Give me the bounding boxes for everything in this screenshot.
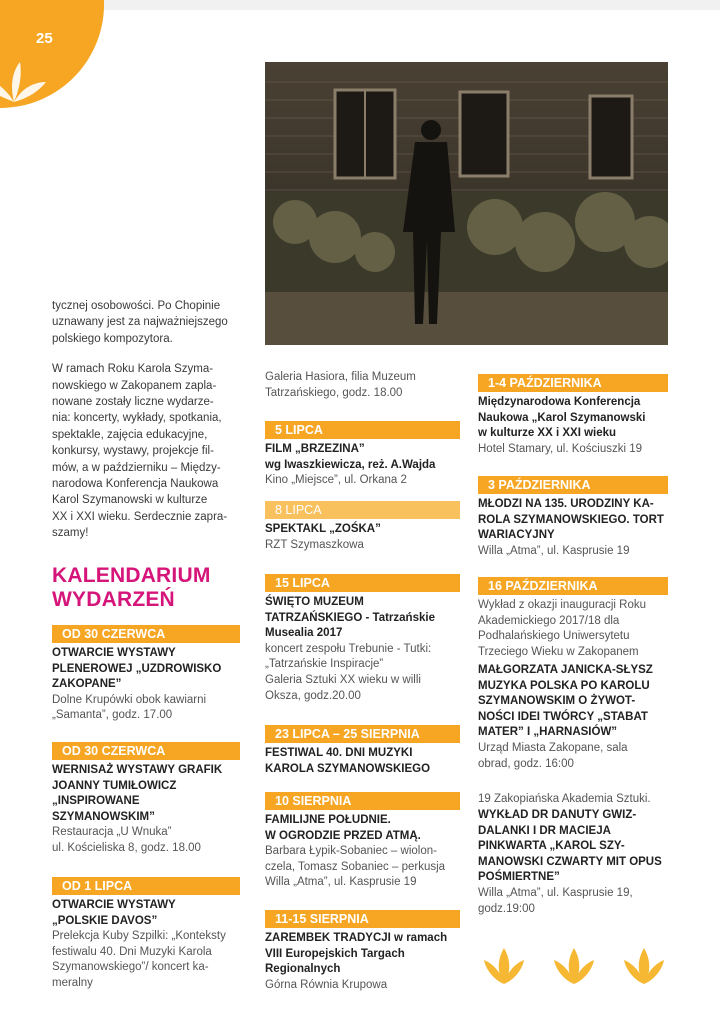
event-title-line: TATRZAŃSKIEGO - Tatrzańskie [265,611,435,624]
event-date-bar: OD 30 CZERWCA [52,742,240,760]
event-title-line: PINKWARTA „KAROL SZY- [478,840,625,853]
event-item [265,370,460,401]
event-item [478,374,668,457]
event-date-bar: 11-15 SIERPNIA [265,910,460,928]
event-item [265,574,460,704]
event-title-line: WYKŁAD DR DANUTY GWIZ- [478,809,637,821]
page-number: 25 [36,30,53,47]
intro-line: szamy! [52,527,89,540]
intro-line: konkursy, wystawy, projekcje fil- [52,445,214,458]
intro-line: tycznej osobowości. Po Chopinie [52,300,221,312]
top-strip [0,0,720,10]
event-info-line: godz.19:00 [478,902,535,915]
event-title-line: MUZYKA POLSKA PO KAROLU [478,679,650,692]
event-info-line: Urząd Miasta Zakopane, sala [478,741,628,754]
intro-line: polskiego kompozytora. [52,332,173,345]
event-info-line: Kino „Miejsce”, ul. Orkana 2 [265,474,407,487]
event-title-line: „POLSKIE DAVOS” [52,914,158,927]
intro-line: nia: koncerty, wykłady, spotkania, [52,412,222,425]
event-title-line: KAROLA SZYMANOWSKIEGO [265,762,431,775]
event-title-line: ROLA SZYMANOWSKIEGO. TORT [478,513,664,526]
event-info-line: „Tatrzańskie Inspiracje” [265,658,384,671]
event-title-line: POŚMIERTNE” [478,871,560,884]
event-title-line: „INSPIROWANE [52,795,140,808]
intro-line: mów, a w październiku – Między- [52,461,221,474]
event-title-line: OTWARCIE WYSTAWY [52,647,176,659]
event-title-line: MATER” I „HARNASIÓW” [478,726,618,739]
event-info-line: RZT Szymaszkowa [265,538,364,551]
event-title-line: w kulturze XX i XXI wieku [478,427,617,440]
event-date-bar: 15 LIPCA [265,574,460,592]
intro-line: narodowa Konferencja Naukowa [52,478,219,491]
event-title-line: Międzynarodowa Konferencja [478,396,641,408]
event-info-line: „Samanta”, godz. 17.00 [52,709,173,722]
event-title-line: Naukowa „Karol Szymanowski [478,411,646,424]
intro-line: W ramach Roku Karola Szyma- [52,363,214,376]
flower-icon [550,940,598,988]
intro-line: uznawany jest za najważniejszego [52,316,228,329]
event-info-line: Tatrzańskiego, godz. 18.00 [265,386,403,399]
event-title-line: DALANKI I DR MACIEJA [478,824,611,837]
event-title-line: FAMILIJNE POŁUDNIE. [265,814,391,826]
event-item [265,501,460,553]
event-title-line: FESTIWAL 40. DNI MUZYKI [265,747,413,759]
intro-line: XX i XXI wieku. Serdecznie zapra- [52,510,228,523]
event-item [478,808,668,917]
event-title-line: WARIACYJNY [478,529,555,542]
event-title-line: PLENEROWEJ „UZDROWISKO [52,662,222,675]
event-item [52,625,240,724]
event-title-line: JOANNY TUMIŁOWICZ [52,779,177,792]
intro-column [52,298,252,542]
event-info-line: Galeria Hasiora, filia Muzeum [265,371,416,383]
event-info-line: Szymanowskiego”/ koncert ka- [52,961,209,974]
event-date-bar: 23 LIPCA – 25 SIERPNIA [265,725,460,743]
intro-line: nowane zostały liczne wydarze- [52,396,214,409]
event-info-line: Trzeciego Wieku w Zakopanem [478,645,639,658]
event-info-line: 19 Zakopiańska Akademia Sztuki. [478,793,651,805]
heading-line-2: WYDARZEŃ [52,588,175,611]
event-info-line: Prelekcja Kuby Szpilki: „Konteksty [52,930,226,943]
event-item [478,663,668,772]
intro-paragraph-2 [52,361,252,541]
event-info-line: Górna Równia Krupowa [265,978,388,991]
flower-icon [480,940,528,988]
event-info-line: Willa „Atma”, ul. Kasprusie 19, [478,886,633,899]
event-title-line: SPEKTAKL „ZOŚKA” [265,523,381,535]
event-title-line: OTWARCIE WYSTAWY [52,899,176,911]
event-info-line: Podhalańskiego Uniwersytetu [478,630,630,643]
event-info-line: Willa „Atma”, ul. Kasprusie 19 [265,876,417,889]
event-info-line: Oksza, godz.20.00 [265,689,361,702]
page-corner-badge [0,0,104,108]
event-title-line: W OGRODZIE PRZED ATMĄ. [265,829,421,842]
event-date-bar: 10 SIERPNIA [265,792,460,810]
event-title-line: FILM „BRZEZINA” [265,443,365,455]
intro-line: spektakle, zajęcia edukacyjne, [52,428,208,441]
event-title-line: wg Iwaszkiewicza, reż. A.Wajda [265,458,436,471]
event-title-line: ŚWIĘTO MUZEUM [265,596,364,608]
event-title-line: ZAKOPANE” [52,678,122,691]
event-title-line: ZAREMBEK TRADYCJI w ramach [265,932,448,944]
event-date-bar: 16 PAŹDZIERNIKA [478,577,668,595]
event-title-line: VIII Europejskich Targach [265,947,405,960]
event-date-bar: 3 PAŹDZIERNIKA [478,476,668,494]
kalendarium-heading [52,564,252,612]
intro-paragraph-1 [52,298,252,347]
event-date-bar: OD 1 LIPCA [52,877,240,895]
event-title-line: SZYMANOWSKIM O ŻYWOT- [478,695,636,708]
event-title-line: Regionalnych [265,963,341,976]
event-item [265,910,460,993]
event-item [52,877,240,992]
event-title-line: SZYMANOWSKIM” [52,810,155,823]
event-info-line: obrad, godz. 16:00 [478,757,574,770]
event-item [265,792,460,891]
event-item [478,792,668,808]
event-title-line: Musealia 2017 [265,627,343,640]
event-info-line: ul. Kościeliska 8, godz. 18.00 [52,841,201,854]
event-info-line: koncert zespołu Trebunie - Tutki: [265,642,432,655]
event-info-line: czela, Tomasz Sobaniec – perkusja [265,860,446,873]
event-info-line: meralny [52,976,93,989]
event-date-bar: 5 LIPCA [265,421,460,439]
event-info-line: Hotel Stamary, ul. Kościuszki 19 [478,442,643,455]
event-info-line: Willa „Atma”, ul. Kasprusie 19 [478,544,630,557]
event-title-line: MAŁGORZATA JANICKA-SŁYSZ [478,664,653,676]
event-info-line: Akademickiego 2017/18 dla [478,614,620,627]
intro-line: Karol Szymanowski w kulturze [52,494,208,507]
event-item [265,421,460,489]
event-item [52,742,240,857]
event-info-line: Galeria Sztuki XX wieku w willi [265,673,421,686]
event-date-bar: 8 LIPCA [265,501,460,519]
event-title-line: NOŚCI IDEI TWÓRCY „STABAT [478,710,648,723]
event-title-line: MŁODZI NA 135. URODZINY KA- [478,498,654,510]
event-info-line: Dolne Krupówki obok kawiarni [52,693,207,706]
event-title-line: MANOWSKI CZWARTY MIT OPUS [478,855,662,868]
event-info-line: Restauracja „U Wnuka” [52,826,172,839]
event-date-bar: OD 30 CZERWCA [52,625,240,643]
event-item [265,725,460,777]
heading-line-1: KALENDARIUM [52,564,211,587]
event-item [478,577,668,660]
event-date-bar: 1-4 PAŹDZIERNIKA [478,374,668,392]
event-info-line: festiwalu 40. Dni Muzyki Karola [52,945,212,958]
event-info-line: Barbara Łypik-Sobaniec – wiolon- [265,845,437,858]
event-item [478,476,668,559]
event-title-line: WERNISAŻ WYSTAWY GRAFIK [52,764,223,776]
event-info-line: Wykład z okazji inauguracji Roku [478,599,646,611]
flower-icon [620,940,668,988]
intro-line: nowskiego w Zakopanem zapla- [52,379,217,392]
historic-photo [265,62,668,345]
